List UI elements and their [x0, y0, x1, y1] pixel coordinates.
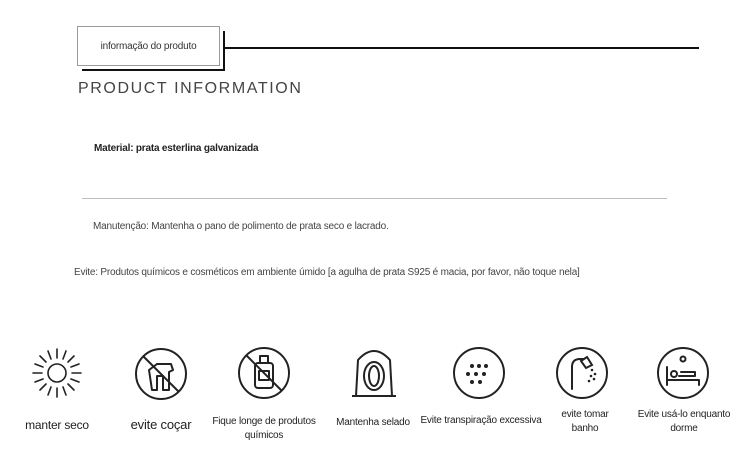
shower-icon-label: evite tomar banho — [561, 409, 609, 434]
header-line — [224, 47, 699, 49]
maintenance-text: Manutenção: Mantenha o pano de polimento de prata seco e lacrado. — [93, 221, 389, 232]
no-chemicals-icon-label: Fique longe de produtos químicos — [212, 416, 316, 441]
material-text: Material: prata esterlina galvanizada — [94, 143, 259, 154]
product-info-tab — [77, 26, 220, 66]
sleep-icon — [655, 345, 711, 401]
sealed-bag-icon — [346, 344, 402, 400]
section-title: PRODUCT INFORMATION — [78, 80, 303, 97]
sleep-icon-label: Evite usá-lo enquanto dorme — [637, 409, 731, 434]
avoid-text: Evite: Produtos químicos e cosméticos em ambiente úmido [a agulha de prata S925 é macia, por favor, não toque nela] — [74, 267, 580, 278]
divider — [82, 198, 667, 199]
sealed-bag-icon-label: Mantenha selado — [336, 417, 410, 428]
tab-label: informação do produto — [100, 40, 197, 52]
no-scratch-icon-label: evite coçar — [130, 417, 192, 432]
no-chemicals-icon — [236, 345, 292, 401]
sweat-icon — [451, 345, 507, 401]
sun-icon-label: manter seco — [25, 418, 89, 432]
shower-icon — [554, 345, 610, 401]
no-scratch-icon — [133, 346, 189, 402]
sweat-icon-label: Evite transpiração excessiva — [420, 415, 542, 426]
sun-icon — [29, 345, 85, 401]
